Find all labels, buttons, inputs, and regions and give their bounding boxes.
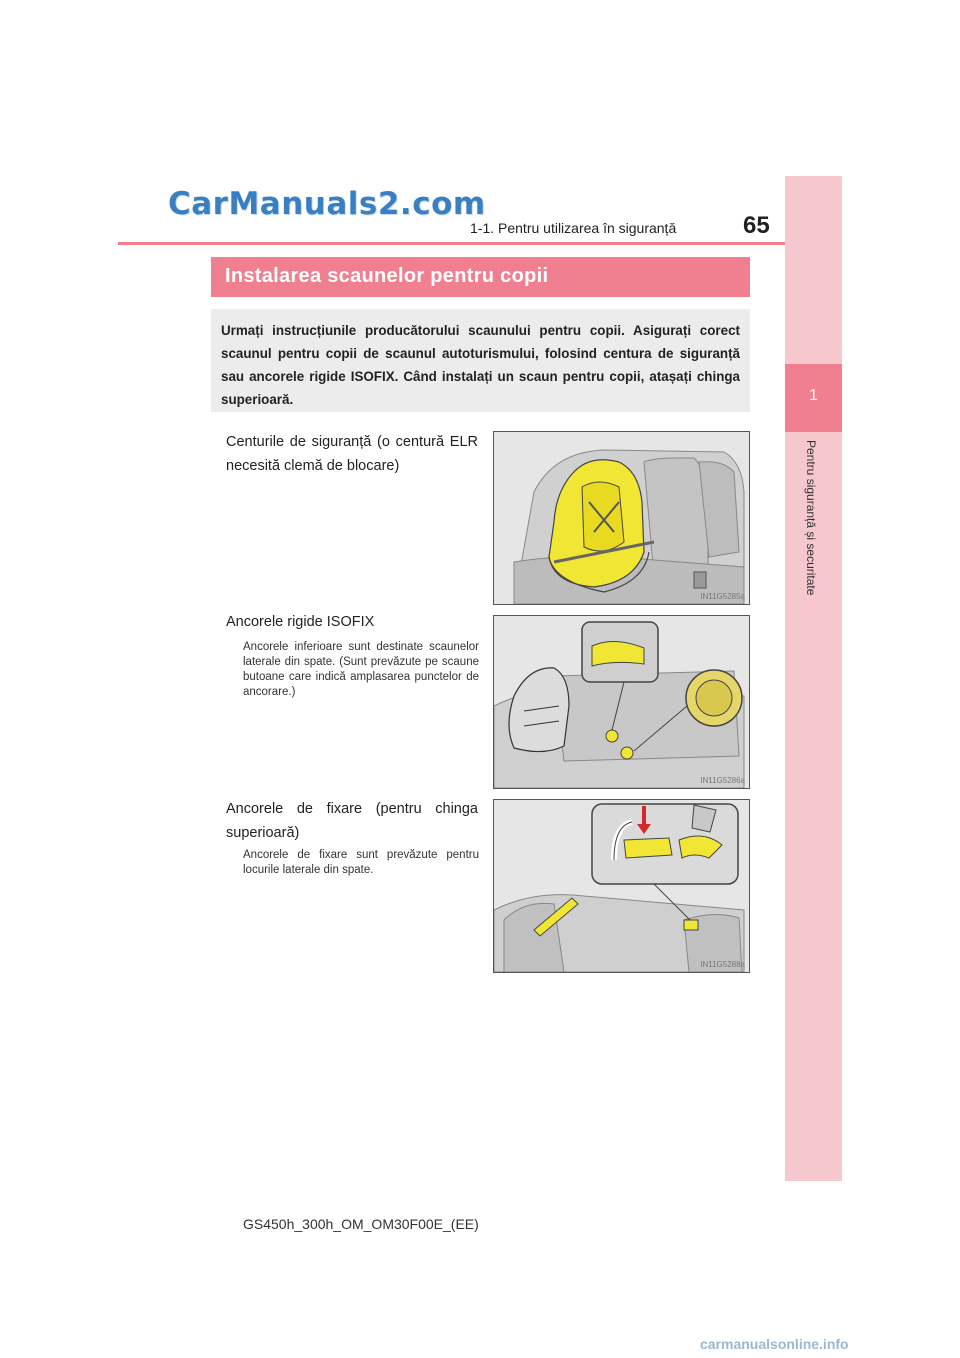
figure-seatbelt-child-seat (493, 431, 750, 605)
watermark-logo: CarManuals2.com (168, 186, 486, 222)
page-number: 65 (743, 212, 770, 239)
header-rule (118, 242, 785, 245)
seatbelt-child-seat-illustration (494, 432, 749, 604)
item-tether-anchors-description: Ancorele de fixare sunt prevăzute pentru locurile laterale din spate. (243, 849, 479, 876)
tether-anchors-illustration (494, 800, 749, 972)
section-heading-bar (211, 257, 750, 297)
figure-code: IN11G5286a (700, 776, 745, 785)
intro-box: Urmați instrucțiunile producătorului scaunului pentru copii. Asigurați corect scaunul pentru copii de scaunul autoturismului, folosind centura de siguranță sau ancorele rigide ISOFIX. Când instalați un scaun pentru copii, atașați chinga superioară. (211, 309, 750, 412)
chapter-sidebar (785, 176, 842, 1181)
section-heading: Instalarea scaunelor pentru copii (225, 265, 549, 287)
item-tether-anchors-title: Ancorele de fixare (pentru chinga superioară) (226, 801, 478, 841)
figure-code: IN11G5285a (700, 592, 745, 601)
document-code: GS450h_300h_OM_OM30F00E_(EE) (243, 1216, 479, 1232)
figure-tether-anchors (493, 799, 750, 973)
figure-code: IN11G5288a (700, 960, 745, 969)
chapter-number: 1 (809, 387, 818, 404)
figure-isofix-anchors (493, 615, 750, 789)
watermark-footer: carmanualsonline.info (700, 1336, 849, 1352)
item-seatbelts-title: Centurile de siguranță (o centură ELR necesită clemă de blocare) (226, 434, 478, 474)
chapter-label: Pentru siguranță și securitate (804, 440, 818, 596)
item-isofix-title: Ancorele rigide ISOFIX (226, 614, 375, 630)
isofix-anchors-illustration (494, 616, 749, 788)
section-title: 1-1. Pentru utilizarea în siguranță (470, 220, 677, 236)
item-isofix-description: Ancorele inferioare sunt destinate scaunelor laterale din spate. (Sunt prevăzute pe scaune butoane care indică amplasarea punctelor de ancorare.) (243, 641, 479, 698)
